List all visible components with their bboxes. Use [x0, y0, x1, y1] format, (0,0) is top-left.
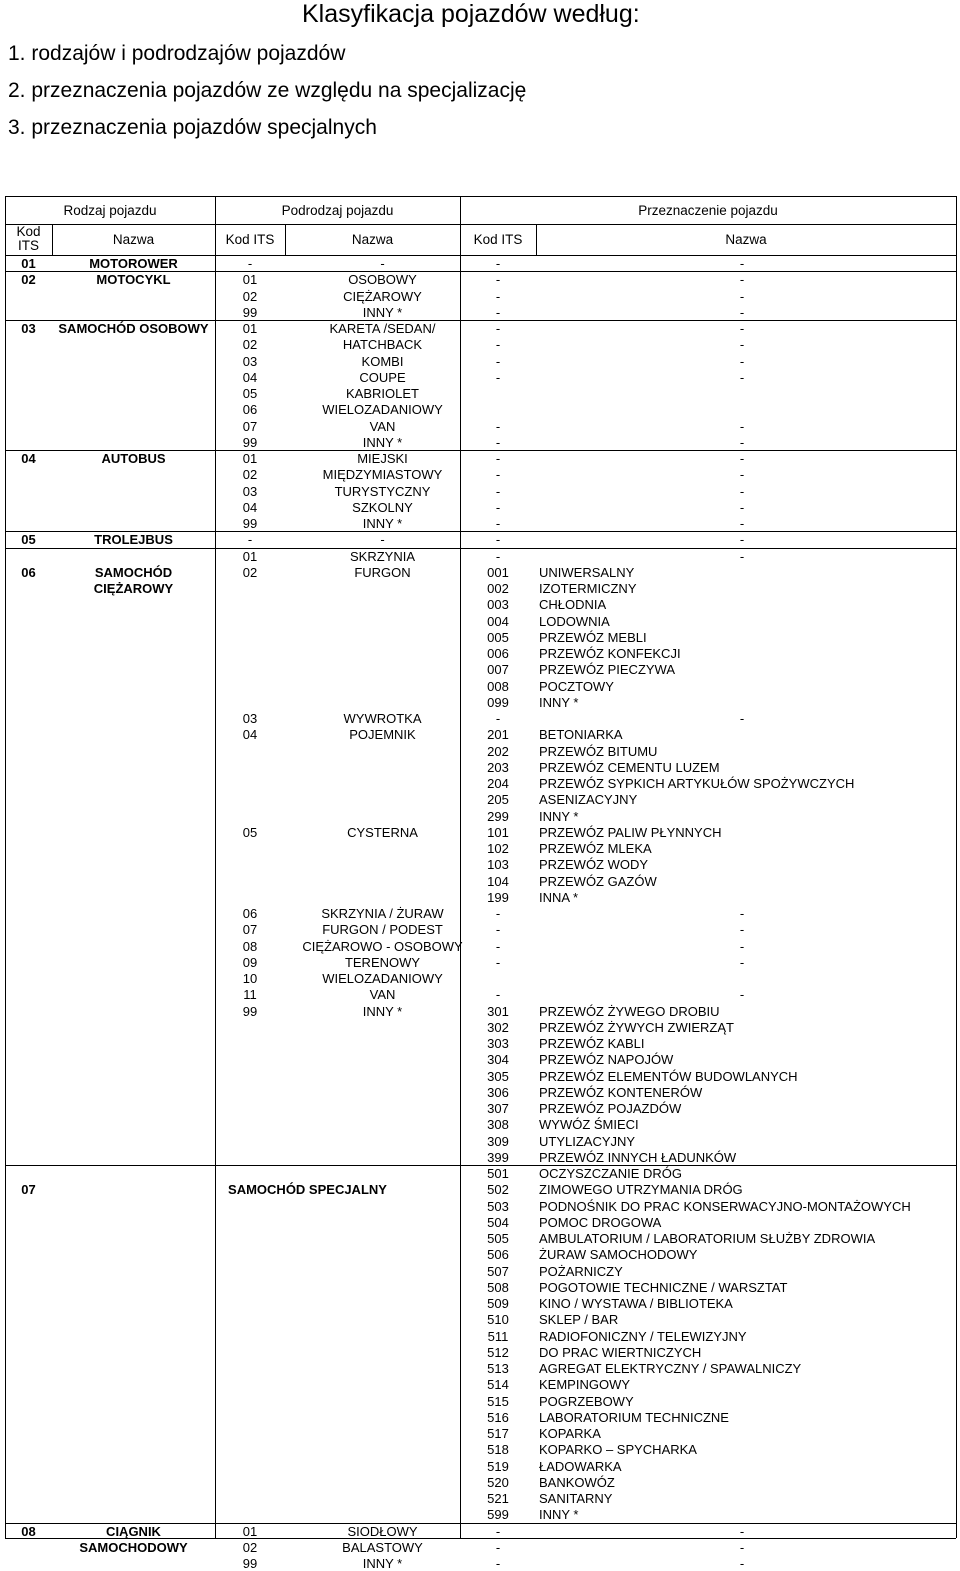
cell-przeznaczenie-nazwa: - — [739, 337, 745, 353]
cell-przeznaczenie-nazwa: ŻURAW SAMOCHODOWY — [539, 1247, 698, 1263]
cell-przeznaczenie-kod: 507 — [487, 1263, 509, 1279]
cell-podrodzaj-kod: 99 — [242, 1556, 258, 1571]
cell-przeznaczenie-kod: 515 — [487, 1393, 509, 1409]
group-header-podrodzaj: Podrodzaj pojazdu — [281, 203, 394, 218]
cell-przeznaczenie-nazwa: - — [739, 1523, 745, 1539]
cell-przeznaczenie-kod: - — [495, 418, 501, 434]
cell-przeznaczenie-kod: - — [495, 516, 501, 531]
cell-przeznaczenie-kod: 202 — [487, 743, 509, 759]
cell-podrodzaj-kod: 03 — [242, 483, 258, 499]
cell-podrodzaj-kod: 03 — [242, 711, 258, 726]
cell-przeznaczenie-kod: - — [495, 256, 501, 271]
cell-podrodzaj-kod: 06 — [242, 402, 258, 418]
cell-podrodzaj-nazwa: KOMBI — [361, 353, 404, 369]
cell-rodzaj-nazwa: TROLEJBUS — [94, 532, 173, 548]
cell-przeznaczenie-nazwa: PRZEWÓZ SYPKICH ARTYKUŁÓW SPOŻYWCZYCH — [539, 776, 855, 791]
cell-przeznaczenie-kod: 307 — [487, 1101, 509, 1116]
cell-rodzaj-kod: 02 — [21, 272, 36, 288]
cell-przeznaczenie-nazwa: ASENIZACYJNY — [539, 792, 638, 808]
cell-przeznaczenie-nazwa: PRZEWÓZ POJAZDÓW — [539, 1101, 682, 1116]
col-header-nazwa-rodzaj: Nazwa — [112, 232, 155, 247]
cell-rodzaj-nazwa: CIĘŻAROWY — [93, 581, 174, 596]
cell-przeznaczenie-kod: - — [495, 337, 501, 353]
cell-podrodzaj-nazwa: MIĘDZYMIASTOWY — [322, 467, 443, 483]
cell-przeznaczenie-nazwa: OCZYSZCZANIE DRÓG — [539, 1166, 683, 1181]
cell-przeznaczenie-kod: 520 — [487, 1474, 509, 1490]
cell-przeznaczenie-kod: 502 — [487, 1182, 509, 1198]
cell-przeznaczenie-kod: - — [495, 353, 501, 369]
cell-przeznaczenie-kod: - — [495, 304, 501, 320]
cell-przeznaczenie-nazwa: IZOTERMICZNY — [539, 581, 637, 596]
col-header-nazwa-podrodzaj: Nazwa — [351, 232, 394, 247]
cell-podrodzaj-kod: 99 — [242, 434, 258, 450]
cell-podrodzaj-kod: 04 — [242, 499, 258, 515]
cell-przeznaczenie-nazwa: - — [739, 906, 745, 921]
cell-podrodzaj-kod: 07 — [242, 922, 258, 938]
cell-przeznaczenie-nazwa: PRZEWÓZ INNYCH ŁADUNKÓW — [539, 1149, 737, 1165]
cell-przeznaczenie-nazwa: PRZEWÓZ PIECZYWA — [539, 662, 676, 678]
cell-przeznaczenie-kod: 008 — [487, 678, 509, 694]
cell-przeznaczenie-kod: 099 — [487, 694, 509, 710]
cell-przeznaczenie-nazwa: PRZEWÓZ ELEMENTÓW BUDOWLANYCH — [539, 1068, 798, 1084]
cell-podrodzaj-kod: - — [247, 256, 253, 271]
cell-podrodzaj-kod: 09 — [242, 954, 258, 970]
cell-podrodzaj-nazwa: CYSTERNA — [347, 824, 418, 840]
cell-przeznaczenie-kod: - — [495, 288, 501, 304]
col-header-nazwa-przeznaczenie: Nazwa — [725, 232, 767, 247]
cell-przeznaczenie-kod: 001 — [487, 564, 509, 580]
header-col-divider-2 — [285, 224, 286, 255]
cell-przeznaczenie-kod: - — [495, 483, 501, 499]
cell-podrodzaj-nazwa: - — [380, 256, 385, 271]
cell-podrodzaj-nazwa: - — [380, 532, 385, 548]
cell-rodzaj-nazwa: SAMOCHÓD — [94, 564, 173, 580]
cell-podrodzaj-kod: 02 — [242, 467, 258, 483]
cell-przeznaczenie-nazwa: POŻARNICZY — [539, 1263, 623, 1279]
cell-przeznaczenie-kod: - — [495, 467, 501, 483]
cell-podrodzaj-nazwa: KARETA /SEDAN/ — [329, 321, 436, 336]
cell-rodzaj-nazwa: MOTOROWER — [89, 256, 178, 271]
cell-przeznaczenie-nazwa: PRZEWÓZ GAZÓW — [539, 873, 657, 889]
group-row-divider-6 — [5, 1165, 956, 1166]
header-rule — [5, 224, 956, 225]
cell-przeznaczenie-kod: 305 — [487, 1068, 509, 1084]
cell-rodzaj-nazwa: SAMOCHÓD SPECJALNY — [228, 1182, 387, 1198]
cell-podrodzaj-kod: 04 — [242, 369, 258, 385]
cell-przeznaczenie-nazwa: BANKOWÓZ — [539, 1474, 615, 1490]
cell-przeznaczenie-kod: 513 — [487, 1361, 509, 1376]
cell-podrodzaj-nazwa: HATCHBACK — [342, 337, 423, 353]
cell-przeznaczenie-kod: 205 — [487, 792, 509, 808]
cell-przeznaczenie-nazwa: - — [739, 1556, 745, 1571]
cell-przeznaczenie-nazwa: - — [739, 369, 745, 385]
cell-przeznaczenie-kod: 002 — [487, 581, 509, 596]
cell-podrodzaj-nazwa: MIEJSKI — [357, 451, 408, 466]
cell-rodzaj-kod: 08 — [21, 1523, 36, 1539]
cell-przeznaczenie-nazwa: PRZEWÓZ PALIW PŁYNNYCH — [539, 824, 722, 840]
cell-przeznaczenie-kod: 519 — [487, 1458, 509, 1474]
cell-rodzaj-nazwa: AUTOBUS — [101, 451, 166, 466]
cell-przeznaczenie-kod: 506 — [487, 1247, 509, 1263]
cell-podrodzaj-nazwa: INNY * — [362, 1003, 403, 1019]
cell-przeznaczenie-nazwa: INNA * — [539, 889, 579, 905]
cell-podrodzaj-kod: 05 — [242, 386, 258, 401]
cell-przeznaczenie-kod: 007 — [487, 662, 509, 678]
cell-przeznaczenie-kod: 301 — [487, 1003, 509, 1019]
cell-przeznaczenie-nazwa: PRZEWÓZ NAPOJÓW — [539, 1052, 674, 1068]
cell-przeznaczenie-nazwa: - — [739, 451, 745, 466]
cell-podrodzaj-nazwa: TERENOWY — [344, 954, 421, 970]
cell-przeznaczenie-kod: 201 — [487, 727, 509, 743]
classification-item-2: 2. przeznaczenia pojazdów ze względu na specjalizację — [8, 79, 527, 102]
cell-przeznaczenie-kod: - — [495, 711, 501, 726]
cell-rodzaj-nazwa: SAMOCHODOWY — [79, 1539, 188, 1555]
group-header-rodzaj: Rodzaj pojazdu — [63, 203, 157, 218]
classification-item-1: 1. rodzajów i podrodzajów pojazdów — [8, 42, 346, 65]
cell-przeznaczenie-kod: 306 — [487, 1084, 509, 1100]
cell-przeznaczenie-kod: 514 — [487, 1377, 509, 1393]
cell-podrodzaj-nazwa: WIELOZADANIOWY — [322, 971, 443, 986]
cell-przeznaczenie-kod: 299 — [487, 808, 509, 824]
table-border-right — [956, 196, 957, 1538]
cell-rodzaj-kod: 05 — [21, 532, 36, 548]
table-border-left — [5, 196, 6, 1538]
cell-przeznaczenie-nazwa: UTYLIZACYJNY — [539, 1133, 636, 1149]
cell-podrodzaj-kod: 02 — [242, 337, 258, 353]
cell-podrodzaj-nazwa: INNY * — [362, 434, 403, 450]
cell-przeznaczenie-nazwa: DO PRAC WIERTNICZYCH — [539, 1344, 702, 1360]
cell-podrodzaj-kod: 99 — [242, 1003, 258, 1019]
cell-podrodzaj-kod: 11 — [243, 987, 257, 1003]
cell-przeznaczenie-kod: - — [495, 922, 501, 938]
cell-przeznaczenie-nazwa: LODOWNIA — [539, 613, 610, 629]
cell-przeznaczenie-kod: 517 — [487, 1426, 509, 1441]
cell-przeznaczenie-nazwa: POGRZEBOWY — [539, 1393, 634, 1409]
cell-przeznaczenie-nazwa: PRZEWÓZ ŻYWYCH ZWIERZĄT — [539, 1019, 734, 1035]
group-header-przeznaczenie: Przeznaczenie pojazdu — [638, 203, 778, 218]
cell-podrodzaj-kod: 06 — [242, 906, 258, 921]
cell-przeznaczenie-nazwa: - — [739, 321, 745, 336]
cell-przeznaczenie-kod: 512 — [487, 1344, 509, 1360]
cell-przeznaczenie-nazwa: PRZEWÓZ CEMENTU LUZEM — [539, 759, 720, 775]
cell-podrodzaj-kod: 02 — [242, 1539, 258, 1555]
cell-przeznaczenie-nazwa: PRZEWÓZ MLEKA — [539, 841, 652, 856]
cell-przeznaczenie-kod: 204 — [487, 776, 509, 791]
col-header-kod-przeznaczenie: Kod ITS — [473, 232, 523, 247]
cell-przeznaczenie-kod: - — [495, 906, 501, 921]
cell-przeznaczenie-kod: - — [495, 987, 501, 1003]
cell-podrodzaj-nazwa: SKRZYNIA — [349, 548, 416, 564]
cell-przeznaczenie-kod: - — [495, 451, 501, 466]
cell-podrodzaj-nazwa: CIĘŻAROWO - OSOBOWY — [302, 938, 463, 954]
cell-przeznaczenie-nazwa: WYWÓZ ŚMIECI — [539, 1117, 639, 1133]
cell-przeznaczenie-nazwa: - — [739, 1539, 745, 1555]
cell-przeznaczenie-nazwa: - — [739, 938, 745, 954]
cell-podrodzaj-kod: 07 — [242, 418, 258, 434]
cell-przeznaczenie-kod: - — [495, 321, 501, 336]
cell-podrodzaj-kod: 01 — [242, 272, 258, 288]
cell-przeznaczenie-nazwa: BETONIARKA — [539, 727, 623, 743]
cell-przeznaczenie-kod: 501 — [487, 1166, 509, 1181]
group-divider-2 — [460, 196, 461, 1538]
cell-przeznaczenie-nazwa: - — [739, 711, 745, 726]
cell-przeznaczenie-kod: 304 — [487, 1052, 509, 1068]
cell-podrodzaj-kod: 99 — [242, 516, 258, 531]
cell-przeznaczenie-nazwa: ŁADOWARKA — [539, 1458, 622, 1474]
cell-przeznaczenie-kod: - — [495, 272, 501, 288]
cell-przeznaczenie-nazwa: POMOC DROGOWA — [539, 1214, 662, 1230]
cell-rodzaj-nazwa: CIĄGNIK — [106, 1523, 161, 1539]
cell-przeznaczenie-nazwa: RADIOFONICZNY / TELEWIZYJNY — [539, 1328, 747, 1344]
cell-przeznaczenie-kod: 302 — [487, 1019, 509, 1035]
cell-przeznaczenie-nazwa: PRZEWÓZ KONTENERÓW — [539, 1084, 703, 1100]
cell-podrodzaj-nazwa: FURGON / PODEST — [322, 922, 443, 938]
cell-przeznaczenie-nazwa: AMBULATORIUM / LABORATORIUM SŁUŻBY ZDROWIA — [539, 1231, 876, 1246]
cell-podrodzaj-kod: 02 — [242, 564, 258, 580]
cell-przeznaczenie-nazwa: - — [739, 256, 745, 271]
cell-rodzaj-kod: 01 — [21, 256, 36, 271]
cell-przeznaczenie-nazwa: PRZEWÓZ ŻYWEGO DROBIU — [539, 1003, 720, 1019]
cell-przeznaczenie-nazwa: PRZEWÓZ WODY — [539, 857, 649, 873]
cell-przeznaczenie-nazwa: ZIMOWEGO UTRZYMANIA DRÓG — [539, 1182, 743, 1198]
cell-przeznaczenie-kod: - — [495, 548, 501, 564]
cell-przeznaczenie-kod: - — [495, 938, 501, 954]
cell-przeznaczenie-nazwa: - — [739, 483, 745, 499]
cell-przeznaczenie-kod: 203 — [487, 759, 509, 775]
cell-przeznaczenie-kod: 104 — [487, 873, 509, 889]
cell-przeznaczenie-nazwa: POGOTOWIE TECHNICZNE / WARSZTAT — [539, 1279, 788, 1295]
cell-przeznaczenie-kod: 005 — [487, 629, 509, 645]
cell-rodzaj-nazwa: SAMOCHÓD OSOBOWY — [58, 321, 209, 336]
cell-przeznaczenie-kod: 004 — [487, 613, 509, 629]
cell-przeznaczenie-kod: 516 — [487, 1409, 509, 1425]
cell-przeznaczenie-nazwa: - — [739, 418, 745, 434]
cell-przeznaczenie-kod: - — [495, 499, 501, 515]
cell-podrodzaj-kod: 04 — [242, 727, 258, 743]
cell-przeznaczenie-nazwa: - — [739, 516, 745, 531]
cell-podrodzaj-kod: 01 — [242, 548, 258, 564]
cell-przeznaczenie-nazwa: SANITARNY — [539, 1491, 613, 1506]
cell-przeznaczenie-kod: 399 — [487, 1149, 509, 1165]
cell-podrodzaj-nazwa: INNY * — [362, 1556, 403, 1571]
cell-przeznaczenie-nazwa: KINO / WYSTAWA / BIBLIOTEKA — [539, 1296, 733, 1311]
col-header-kod-podrodzaj: Kod ITS — [225, 232, 275, 247]
cell-rodzaj-kod: 07 — [21, 1182, 36, 1198]
cell-podrodzaj-kod: 01 — [242, 321, 258, 336]
classification-item-3: 3. przeznaczenia pojazdów specjalnych — [8, 116, 377, 139]
cell-podrodzaj-nazwa: COUPE — [359, 369, 406, 385]
cell-przeznaczenie-kod: - — [495, 1556, 501, 1571]
cell-przeznaczenie-nazwa: SKLEP / BAR — [539, 1312, 619, 1328]
cell-podrodzaj-nazwa: FURGON — [354, 564, 411, 580]
cell-przeznaczenie-kod: 103 — [487, 857, 509, 873]
cell-przeznaczenie-kod: 006 — [487, 646, 509, 661]
cell-podrodzaj-nazwa: INNY * — [362, 304, 403, 320]
cell-przeznaczenie-kod: 102 — [487, 841, 509, 856]
cell-przeznaczenie-nazwa: - — [739, 467, 745, 483]
cell-przeznaczenie-kod: 518 — [487, 1442, 509, 1458]
cell-podrodzaj-nazwa: SZKOLNY — [352, 499, 413, 515]
cell-podrodzaj-kod: 02 — [242, 288, 258, 304]
cell-rodzaj-kod: 03 — [21, 321, 36, 336]
cell-przeznaczenie-nazwa: PRZEWÓZ BITUMU — [539, 743, 658, 759]
cell-przeznaczenie-kod: 199 — [487, 889, 509, 905]
group-row-divider-5 — [5, 548, 956, 549]
cell-przeznaczenie-kod: 508 — [487, 1279, 509, 1295]
cell-przeznaczenie-nazwa: POCZTOWY — [539, 678, 614, 694]
cell-przeznaczenie-kod: - — [495, 954, 501, 970]
cell-podrodzaj-nazwa: WYWROTKA — [343, 711, 422, 726]
cell-przeznaczenie-nazwa: LABORATORIUM TECHNICZNE — [539, 1409, 729, 1425]
cell-podrodzaj-nazwa: KABRIOLET — [346, 386, 419, 401]
cell-przeznaczenie-nazwa: - — [739, 499, 745, 515]
cell-przeznaczenie-nazwa: AGREGAT ELEKTRYCZNY / SPAWALNICZY — [539, 1361, 802, 1376]
cell-przeznaczenie-kod: 505 — [487, 1231, 509, 1246]
cell-przeznaczenie-nazwa: KOPARKO – SPYCHARKA — [539, 1442, 697, 1458]
cell-rodzaj-nazwa: MOTOCYKL — [96, 272, 171, 288]
cell-podrodzaj-nazwa: SKRZYNIA / ŻURAW — [321, 906, 444, 921]
cell-przeznaczenie-kod: 599 — [487, 1507, 509, 1523]
cell-podrodzaj-nazwa: SIODŁOWY — [347, 1523, 418, 1539]
cell-przeznaczenie-kod: 509 — [487, 1296, 509, 1311]
cell-przeznaczenie-kod: 521 — [487, 1491, 509, 1506]
cell-podrodzaj-kod: 05 — [242, 824, 258, 840]
cell-podrodzaj-kod: 03 — [242, 353, 258, 369]
cell-przeznaczenie-nazwa: INNY * — [539, 694, 579, 710]
cell-przeznaczenie-nazwa: - — [739, 987, 745, 1003]
cell-przeznaczenie-nazwa: INNY * — [539, 1507, 579, 1523]
title-text: Klasyfikacja pojazdów według: — [302, 0, 640, 28]
cell-przeznaczenie-nazwa: - — [739, 288, 745, 304]
cell-przeznaczenie-nazwa: - — [739, 353, 745, 369]
header-col-divider-3 — [536, 224, 537, 255]
cell-przeznaczenie-kod: 503 — [487, 1198, 509, 1214]
cell-podrodzaj-kod: 08 — [242, 938, 258, 954]
cell-przeznaczenie-nazwa: - — [739, 304, 745, 320]
cell-przeznaczenie-kod: 308 — [487, 1117, 509, 1133]
cell-podrodzaj-nazwa: CIĘŻAROWY — [343, 288, 422, 304]
col-header-kod-rodzaj: Kod ITS — [16, 224, 41, 253]
cell-przeznaczenie-nazwa: KOPARKA — [539, 1426, 601, 1441]
cell-podrodzaj-nazwa: POJEMNIK — [349, 727, 416, 743]
cell-przeznaczenie-nazwa: PRZEWÓZ KONFEKCJI — [539, 646, 681, 661]
cell-rodzaj-kod: 06 — [21, 564, 36, 580]
cell-podrodzaj-kod: 10 — [242, 971, 258, 986]
cell-podrodzaj-nazwa: WIELOZADANIOWY — [322, 402, 443, 418]
cell-przeznaczenie-kod: 511 — [487, 1328, 509, 1344]
cell-przeznaczenie-nazwa: - — [739, 272, 745, 288]
cell-przeznaczenie-nazwa: KEMPINGOWY — [539, 1377, 631, 1393]
cell-podrodzaj-kod: - — [247, 532, 253, 548]
cell-przeznaczenie-kod: - — [495, 369, 501, 385]
cell-przeznaczenie-kod: 309 — [487, 1133, 509, 1149]
cell-przeznaczenie-kod: - — [495, 1539, 501, 1555]
cell-przeznaczenie-nazwa: CHŁODNIA — [539, 597, 607, 613]
cell-przeznaczenie-nazwa: - — [739, 434, 745, 450]
cell-przeznaczenie-nazwa: PRZEWÓZ MEBLI — [539, 629, 647, 645]
cell-podrodzaj-nazwa: VAN — [369, 987, 396, 1003]
cell-przeznaczenie-kod: 510 — [487, 1312, 509, 1328]
cell-przeznaczenie-kod: 504 — [487, 1214, 509, 1230]
cell-podrodzaj-nazwa: TURYSTYCZNY — [334, 483, 431, 499]
cell-przeznaczenie-nazwa: PODNOŚNIK DO PRAC KONSERWACYJNO-MONTAŻOWYCH — [539, 1198, 911, 1214]
cell-przeznaczenie-nazwa: INNY * — [539, 808, 579, 824]
cell-przeznaczenie-nazwa: - — [739, 922, 745, 938]
header-col-divider-1 — [52, 224, 53, 255]
cell-podrodzaj-kod: 01 — [242, 1523, 258, 1539]
cell-przeznaczenie-kod: 003 — [487, 597, 509, 613]
cell-przeznaczenie-nazwa: - — [739, 954, 745, 970]
cell-przeznaczenie-kod: - — [495, 532, 501, 548]
cell-przeznaczenie-nazwa: - — [739, 548, 745, 564]
cell-podrodzaj-nazwa: VAN — [369, 418, 396, 434]
cell-podrodzaj-nazwa: BALASTOWY — [342, 1539, 423, 1555]
cell-przeznaczenie-nazwa: - — [739, 532, 745, 548]
cell-podrodzaj-nazwa: OSOBOWY — [348, 272, 417, 288]
cell-przeznaczenie-nazwa: PRZEWÓZ KABLI — [539, 1036, 645, 1051]
cell-podrodzaj-nazwa: INNY * — [362, 516, 403, 531]
cell-podrodzaj-kod: 01 — [242, 451, 258, 466]
cell-przeznaczenie-nazwa: UNIWERSALNY — [539, 564, 635, 580]
cell-przeznaczenie-kod: 303 — [487, 1036, 509, 1051]
cell-podrodzaj-kod: 99 — [242, 304, 258, 320]
table-border-top — [5, 196, 956, 197]
group-divider-1 — [215, 196, 216, 1538]
cell-rodzaj-kod: 04 — [21, 451, 36, 466]
cell-przeznaczenie-kod: 101 — [487, 824, 509, 840]
cell-przeznaczenie-kod: - — [495, 434, 501, 450]
cell-przeznaczenie-kod: - — [495, 1523, 501, 1539]
